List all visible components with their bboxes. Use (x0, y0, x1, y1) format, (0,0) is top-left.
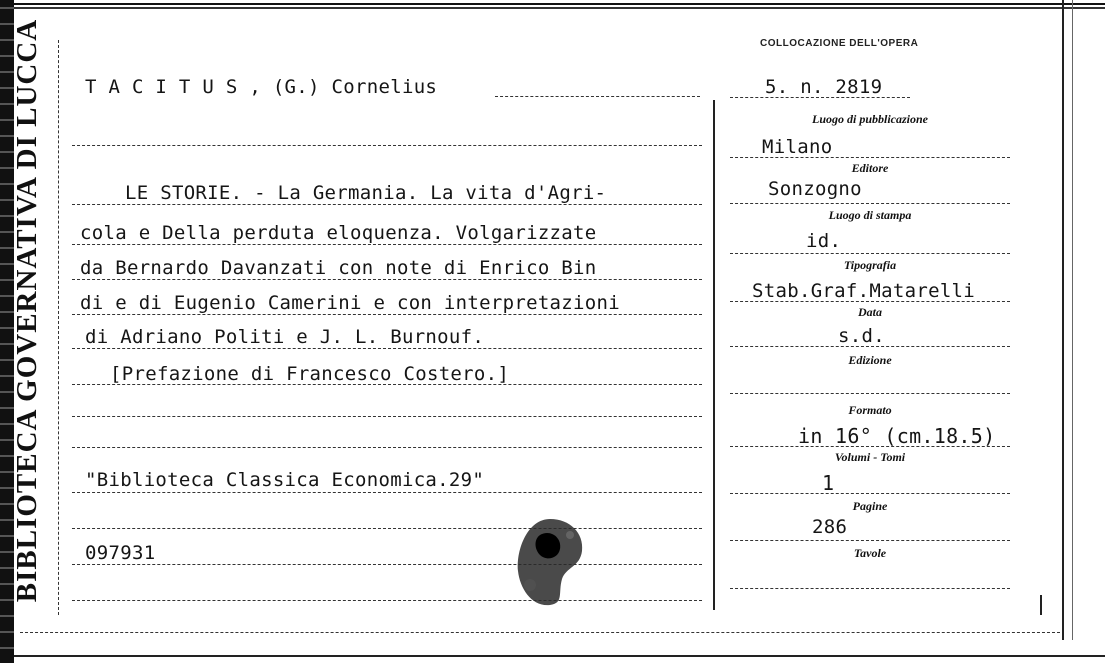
call-number: 5. n. 2819 (765, 76, 883, 98)
description-line-6: [Prefazione di Francesco Costero.] (110, 363, 510, 385)
right-edge-border (1062, 0, 1073, 640)
rule-date (730, 346, 1010, 347)
series-title: "Biblioteca Classica Economica.29" (85, 469, 485, 491)
value-format: in 16° (cm.18.5) (798, 424, 996, 448)
label-edition: Edizione (848, 353, 892, 367)
rule-line-6 (72, 384, 702, 385)
value-volumes: 1 (822, 471, 835, 495)
right-panel-border (713, 100, 715, 610)
label-pages: Pagine (852, 499, 888, 513)
rule-line-1 (72, 204, 702, 205)
top-edge-border (14, 0, 1105, 12)
label-date: Data (858, 305, 882, 319)
value-place-publication: Milano (762, 136, 833, 158)
label-plates: Tavole (853, 546, 887, 560)
label-place-printing: Luogo di stampa (828, 208, 912, 222)
rule-line-4 (72, 314, 702, 315)
bottom-solid-edge (14, 655, 1105, 657)
blank-rule-3 (72, 447, 702, 448)
library-name-vertical (4, 10, 52, 610)
author-rule (495, 96, 700, 97)
value-date: s.d. (838, 325, 885, 347)
bottom-dashed-edge (20, 632, 1060, 633)
rule-volumes (730, 493, 1010, 494)
description-line-2: cola e Della perduta eloquenza. Volgarizzate (80, 222, 597, 244)
author-name: T A C I T U S , (G.) Cornelius (85, 76, 438, 98)
rule-line-5 (72, 348, 702, 349)
left-margin-line (58, 40, 59, 615)
label-printer: Tipografia (843, 258, 897, 272)
description-line-5: di Adriano Politi e J. L. Burnouf. (85, 326, 485, 348)
collocation-header: COLLOCAZIONE DELL'OPERA (760, 38, 919, 49)
blank-rule-5 (72, 600, 702, 601)
call-number-rule (730, 97, 910, 98)
label-place-publication: Luogo di pubblicazione (811, 112, 928, 126)
blank-rule-2 (72, 416, 702, 417)
rule-edition (730, 393, 1010, 394)
rule-printer (730, 301, 1010, 302)
inventory-rule (72, 564, 702, 565)
inventory-number: 097931 (85, 542, 156, 564)
value-printer: Stab.Graf.Matarelli (752, 280, 976, 302)
description-line-4: di e di Eugenio Camerini e con interpretazioni (80, 292, 620, 314)
rule-place-publication (730, 157, 1010, 158)
rule-line-2 (72, 244, 702, 245)
corner-tick (1040, 595, 1042, 615)
value-publisher: Sonzogno (768, 178, 862, 200)
value-place-printing: id. (806, 230, 842, 252)
blank-rule-1 (72, 145, 702, 146)
series-rule (72, 492, 702, 493)
blank-rule-4 (72, 528, 702, 529)
ink-stamp-icon (510, 515, 588, 607)
rule-pages (730, 540, 1010, 541)
rule-line-3 (72, 279, 702, 280)
description-line-1: LE STORIE. - La Germania. La vita d'Agri- (125, 182, 607, 204)
library-name-text: BIBLIOTECA GOVERNATIVA DI LUCCA (11, 18, 44, 602)
value-pages: 286 (812, 516, 848, 538)
rule-plates (730, 588, 1010, 589)
rule-publisher (730, 203, 1010, 204)
rule-place-printing (730, 253, 1010, 254)
label-publisher: Editore (851, 161, 889, 175)
label-format: Formato (848, 403, 892, 417)
description-line-3: da Bernardo Davanzati con note di Enrico Bin (80, 257, 597, 279)
rule-format (730, 446, 1010, 447)
label-volumes: Volumi - Tomi (834, 450, 906, 464)
